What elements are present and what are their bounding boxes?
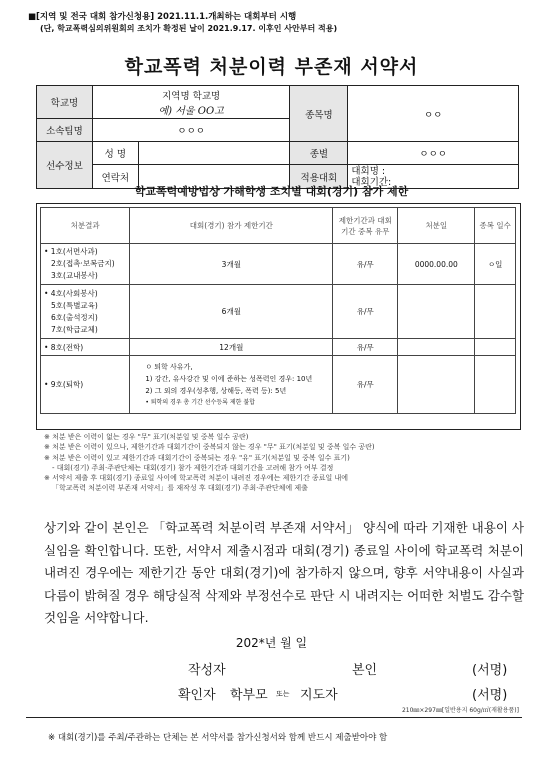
result-line: 5호(특별교육)	[51, 300, 98, 310]
period-line: 1) 강간, 유사강간 및 이에 준하는 성폭력인 경우: 10년	[145, 374, 313, 383]
note-line: ※ 처분 받은 이력이 없는 경우 "무" 표기(처분일 및 중복 일수 공란)	[44, 433, 249, 441]
note-line: 「학교폭력 처분이력 부존재 서약서」를 재작성 후 대회(경기) 주최·주관단체에 제출	[52, 484, 308, 493]
result-cell	[41, 285, 130, 339]
document-title: 학교폭력 처분이력 부존재 서약서	[124, 56, 419, 78]
school-hint: 지역명 학교명	[162, 90, 221, 102]
col-date: 처분일	[398, 208, 475, 244]
table-row	[41, 285, 516, 339]
event-label: 종목명	[290, 86, 348, 142]
overlap-cell[interactable]: 유/무	[333, 244, 398, 285]
col-result: 처분결과	[41, 208, 130, 244]
info-table	[36, 85, 519, 189]
writer-label: 작성자	[188, 663, 226, 678]
category-value[interactable]: ㅇㅇㅇ	[348, 142, 519, 165]
col-days: 종복 일수	[475, 208, 516, 244]
period-cell	[130, 356, 333, 414]
period-line: 2) 그 외의 경우(성추행, 상해등, 폭력 등): 5년	[145, 386, 287, 395]
date-cell[interactable]	[398, 339, 475, 356]
event-value[interactable]: ㅇㅇ	[348, 86, 519, 142]
applied-label: 적용대회	[290, 165, 348, 189]
table-row	[41, 244, 516, 285]
overlap-cell[interactable]: 유/무	[333, 339, 398, 356]
table-row	[41, 339, 516, 356]
footer-note: ※ 대회(경기)를 주최/주관하는 단체는 본 서약서를 참가신청서와 함께 반드시 제출받아야 함	[48, 733, 388, 743]
writer-sign-mark[interactable]: (서명)	[472, 663, 508, 678]
result-cell	[41, 244, 130, 285]
school-cell[interactable]	[92, 86, 290, 119]
name-label: 성 명	[92, 142, 138, 165]
restriction-table	[40, 207, 516, 414]
period-line: ㅇ 퇴학 사유가,	[145, 362, 193, 371]
note-line: - 대회(경기) 주최·주관단체는 대회(경기) 참가 제한기간과 대회기간을 고려해 참가 여부 결정	[52, 463, 334, 472]
days-cell[interactable]	[475, 285, 516, 339]
result-cell: • 8호(전학)	[41, 339, 130, 356]
category-label: 종별	[290, 142, 348, 165]
period-cell: 3개월	[130, 244, 333, 285]
pledge-paragraph: 상기와 같이 본인은 「학교폭력 처분이력 부존재 서약서」 양식에 따라 기재한 내용이 사실임을 확인합니다. 또한, 서약서 제출시점과 대회(경기) 종료일 사이에 학교폭력 처분이 내려진 경우에는 제한기간 동안 대회(경기)에 참가하지 않으며, 향후 서약내용이 사실과 다름이 밝혀질 경우 해당실적 삭제와 부정선수로 판단 시 내려지는 어떠한 처벌도 감수할 것임을 서약합니다.	[44, 520, 524, 625]
note-line: ※ 처분 받은 이력이 있으나, 제한기간과 대회기간이 중복되지 않는 경우 "무" 표기(처분일 및 중복 일수 공란)	[44, 443, 375, 452]
self-label: 본인	[352, 663, 378, 678]
period-line: • 퇴학의 경우 총 기간 선수등록 제한 불합	[145, 398, 255, 406]
confirmer-sign-mark[interactable]: (서명)	[472, 688, 508, 703]
date-cell[interactable]	[398, 285, 475, 339]
parent-label: 학부모	[230, 688, 268, 703]
days-cell[interactable]	[475, 339, 516, 356]
period-cell: 12개월	[130, 339, 333, 356]
col-overlap: 제한기간과 대회기간 중복 유무	[333, 208, 398, 244]
result-line: 3호(교내봉사)	[51, 271, 98, 280]
footer-divider	[26, 717, 522, 718]
date-cell[interactable]	[398, 356, 475, 414]
name-field[interactable]	[138, 142, 290, 165]
note-line: ※ 처분 받은 이력이 있고 제한기간과 대회기간이 중복되는 경우 "유" 표기(처분일 및 중복 일수 표기)	[44, 453, 350, 462]
paper-spec-note: 210㎜×297㎜[일반용지 60g/㎡(재활용품)]	[401, 707, 519, 714]
result-cell: • 9호(퇴학)	[41, 356, 130, 414]
player-label: 선수정보	[37, 142, 93, 189]
result-line: 7호(학급교체)	[51, 324, 98, 334]
result-line: • 4호(사회봉사)	[44, 288, 98, 298]
overlap-cell[interactable]: 유/무	[333, 356, 398, 414]
header-line-2: (단, 학교폭력심의위원회의 조치가 확정된 날이 2021.9.17. 이후인 사안부터 적용)	[40, 24, 338, 33]
restriction-subtitle: 학교폭력예방법상 가해학생 조치별 대회(경기) 참가 제한	[134, 185, 409, 198]
school-value: 예) 서울 OO고	[158, 105, 224, 117]
team-value[interactable]: ㅇㅇㅇ	[92, 119, 290, 142]
competition-period-label: 대회기간:	[351, 176, 392, 188]
school-label: 학교명	[37, 86, 93, 119]
or-label: 또는	[276, 690, 290, 698]
contact-label: 연락처	[92, 165, 138, 189]
team-label: 소속팀명	[37, 119, 93, 142]
competition-name-label: 대회명 :	[351, 165, 386, 177]
table-row	[41, 356, 516, 414]
days-cell[interactable]: ㅇ일	[475, 244, 516, 285]
header-line-1: ■[지역 및 전국 대회 참가신청용] 2021.11.1.개최하는 대회부터 시행	[28, 12, 297, 22]
note-line: ※ 서약서 제출 후 대회(경기) 종료일 사이에 학교폭력 처분이 내려진 경우에는 제한기간 종료일 내에	[44, 474, 348, 483]
date-cell[interactable]: 0000.00.00	[398, 244, 475, 285]
period-cell: 6개월	[130, 285, 333, 339]
result-line: • 1호(서면사과)	[44, 247, 98, 256]
days-cell[interactable]	[475, 356, 516, 414]
result-line: 6호(출석정지)	[51, 312, 98, 322]
result-line: 2호(접촉·보복금지)	[51, 259, 115, 268]
notes-block	[44, 432, 524, 494]
coach-label: 지도자	[300, 688, 338, 703]
col-period: 대회(경기) 참가 제한기간	[130, 208, 333, 244]
confirmer-label: 확인자	[178, 688, 216, 703]
overlap-cell[interactable]: 유/무	[333, 285, 398, 339]
pledge-date[interactable]: 202*년 월 일	[235, 636, 308, 650]
